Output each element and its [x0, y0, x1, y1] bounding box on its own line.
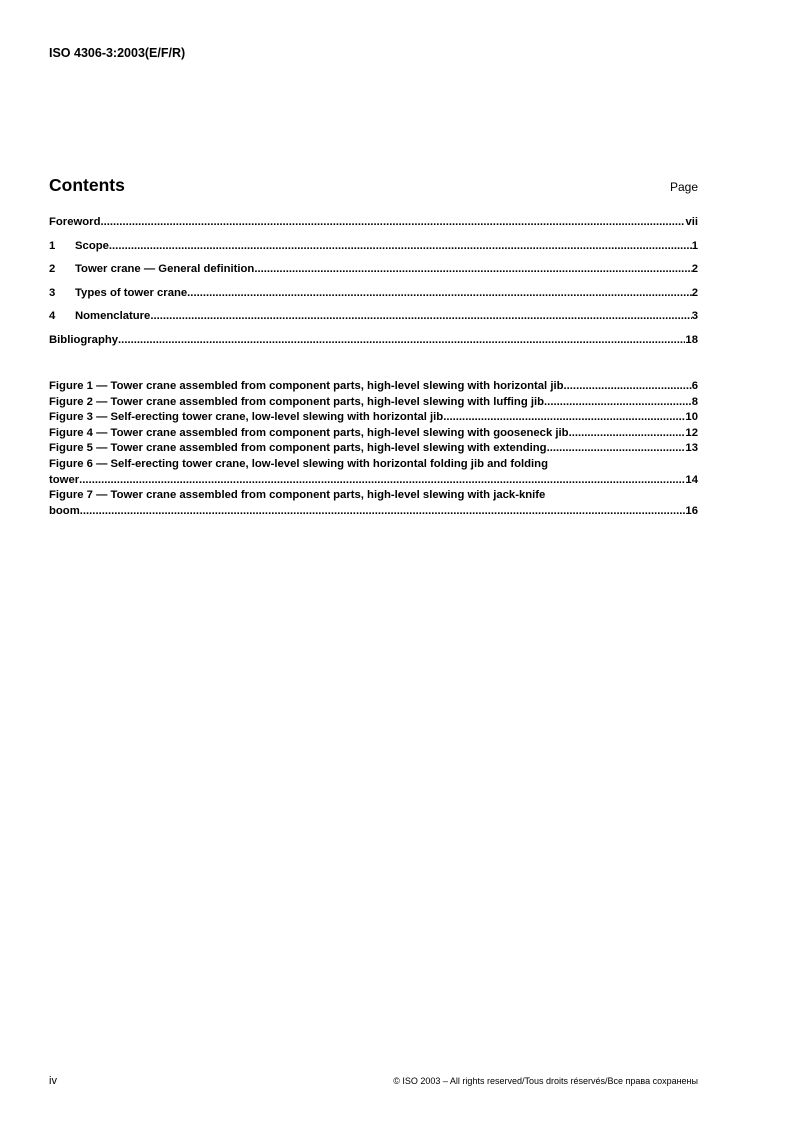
figure-entry-continuation: [49, 505, 698, 521]
figure-entry-label: Figure 4 — Tower crane assembled from component parts, high-level slewing with gooseneck jib: [49, 426, 569, 439]
leader-dots: [254, 263, 691, 275]
leader-dots: [109, 240, 692, 252]
figure-entry-label: Figure 5 — Tower crane assembled from component parts, high-level slewing with extending: [49, 442, 547, 455]
figure-entry-page: 6: [691, 380, 698, 392]
leader-dots: [80, 505, 686, 517]
toc-entry-label: Foreword: [49, 216, 101, 228]
figure-entry-page: 12: [685, 426, 698, 439]
figure-entry-label: boom: [49, 504, 80, 517]
figure-entry-page: 16: [685, 504, 698, 517]
toc-entry-scope[interactable]: [49, 240, 698, 264]
figure-entry-2[interactable]: [49, 396, 698, 412]
leader-dots: [100, 216, 685, 228]
figure-entry-page: 10: [685, 411, 698, 424]
copyright-notice: © ISO 2003 – All rights reserved/Tous droits réservés/Все права сохранены: [393, 1076, 698, 1086]
toc-entry-page: vii: [685, 216, 698, 228]
figure-entry-4[interactable]: [49, 427, 698, 443]
figure-entry-first-line: Figure 7 — Tower crane assembled from component parts, high-level slewing with jack-knife: [49, 489, 546, 502]
figure-entry-label: Figure 1 — Tower crane assembled from component parts, high-level slewing with horizontal jib: [49, 380, 564, 392]
leader-dots: [443, 411, 685, 423]
figure-entry-first-line: Figure 6 — Self-erecting tower crane, low-level slewing with horizontal folding jib and folding: [49, 457, 548, 470]
figure-entry-page: 8: [691, 395, 698, 408]
page-number: iv: [49, 1075, 57, 1087]
toc-entry-page: 2: [691, 263, 698, 276]
toc-entry-nomenclature[interactable]: [49, 310, 698, 334]
figure-entry-page: 14: [685, 473, 698, 486]
toc-entry-label: Nomenclature: [75, 310, 151, 323]
figure-entry-continuation: [49, 474, 698, 490]
toc-entry-label: Types of tower crane: [75, 286, 188, 299]
leader-dots: [569, 427, 686, 439]
toc-entry-label: Tower crane — General definition: [75, 263, 255, 276]
leader-dots: [79, 474, 685, 486]
toc-list: [49, 216, 698, 358]
toc-entry-number: 2: [49, 263, 56, 276]
document-id: ISO 4306-3:2003(E/F/R): [49, 46, 186, 60]
toc-entry-number: 4: [49, 310, 56, 323]
toc-entry-foreword[interactable]: [49, 216, 698, 240]
figure-entry-3[interactable]: [49, 411, 698, 427]
figure-entry-6[interactable]: [49, 458, 698, 489]
toc-entry-label: Bibliography: [49, 333, 119, 346]
toc-entry-number: 3: [49, 286, 56, 299]
toc-entry-page: 3: [691, 310, 698, 323]
toc-entry-number: 1: [49, 239, 56, 252]
toc-entry-types[interactable]: [49, 287, 698, 311]
leader-dots: [564, 380, 692, 392]
figure-entry-5[interactable]: [49, 442, 698, 458]
toc-entry-page: 2: [691, 286, 698, 299]
leader-dots: [547, 442, 686, 454]
contents-header: [49, 175, 698, 199]
figure-entry-1[interactable]: [49, 380, 698, 396]
page-column-label: Page: [669, 180, 698, 194]
leader-dots: [118, 334, 685, 346]
toc-entry-page: 18: [685, 333, 698, 346]
toc-entry-general-definition[interactable]: [49, 263, 698, 287]
figure-entry-label: Figure 3 — Self-erecting tower crane, low-level slewing with horizontal jib: [49, 411, 444, 424]
toc-entry-label: Scope: [75, 239, 109, 252]
figure-entry-label: tower: [49, 473, 80, 486]
leader-dots: [544, 396, 692, 408]
figure-entry-page: 13: [685, 442, 698, 455]
figure-list: [49, 380, 698, 520]
figure-entry-7[interactable]: [49, 489, 698, 520]
figure-entry-label: Figure 2 — Tower crane assembled from component parts, high-level slewing with luffing jib: [49, 395, 545, 408]
toc-entry-bibliography[interactable]: [49, 334, 698, 358]
contents-title: Contents: [49, 175, 125, 195]
leader-dots: [150, 310, 691, 322]
leader-dots: [187, 287, 692, 299]
toc-entry-page: 1: [691, 239, 698, 252]
